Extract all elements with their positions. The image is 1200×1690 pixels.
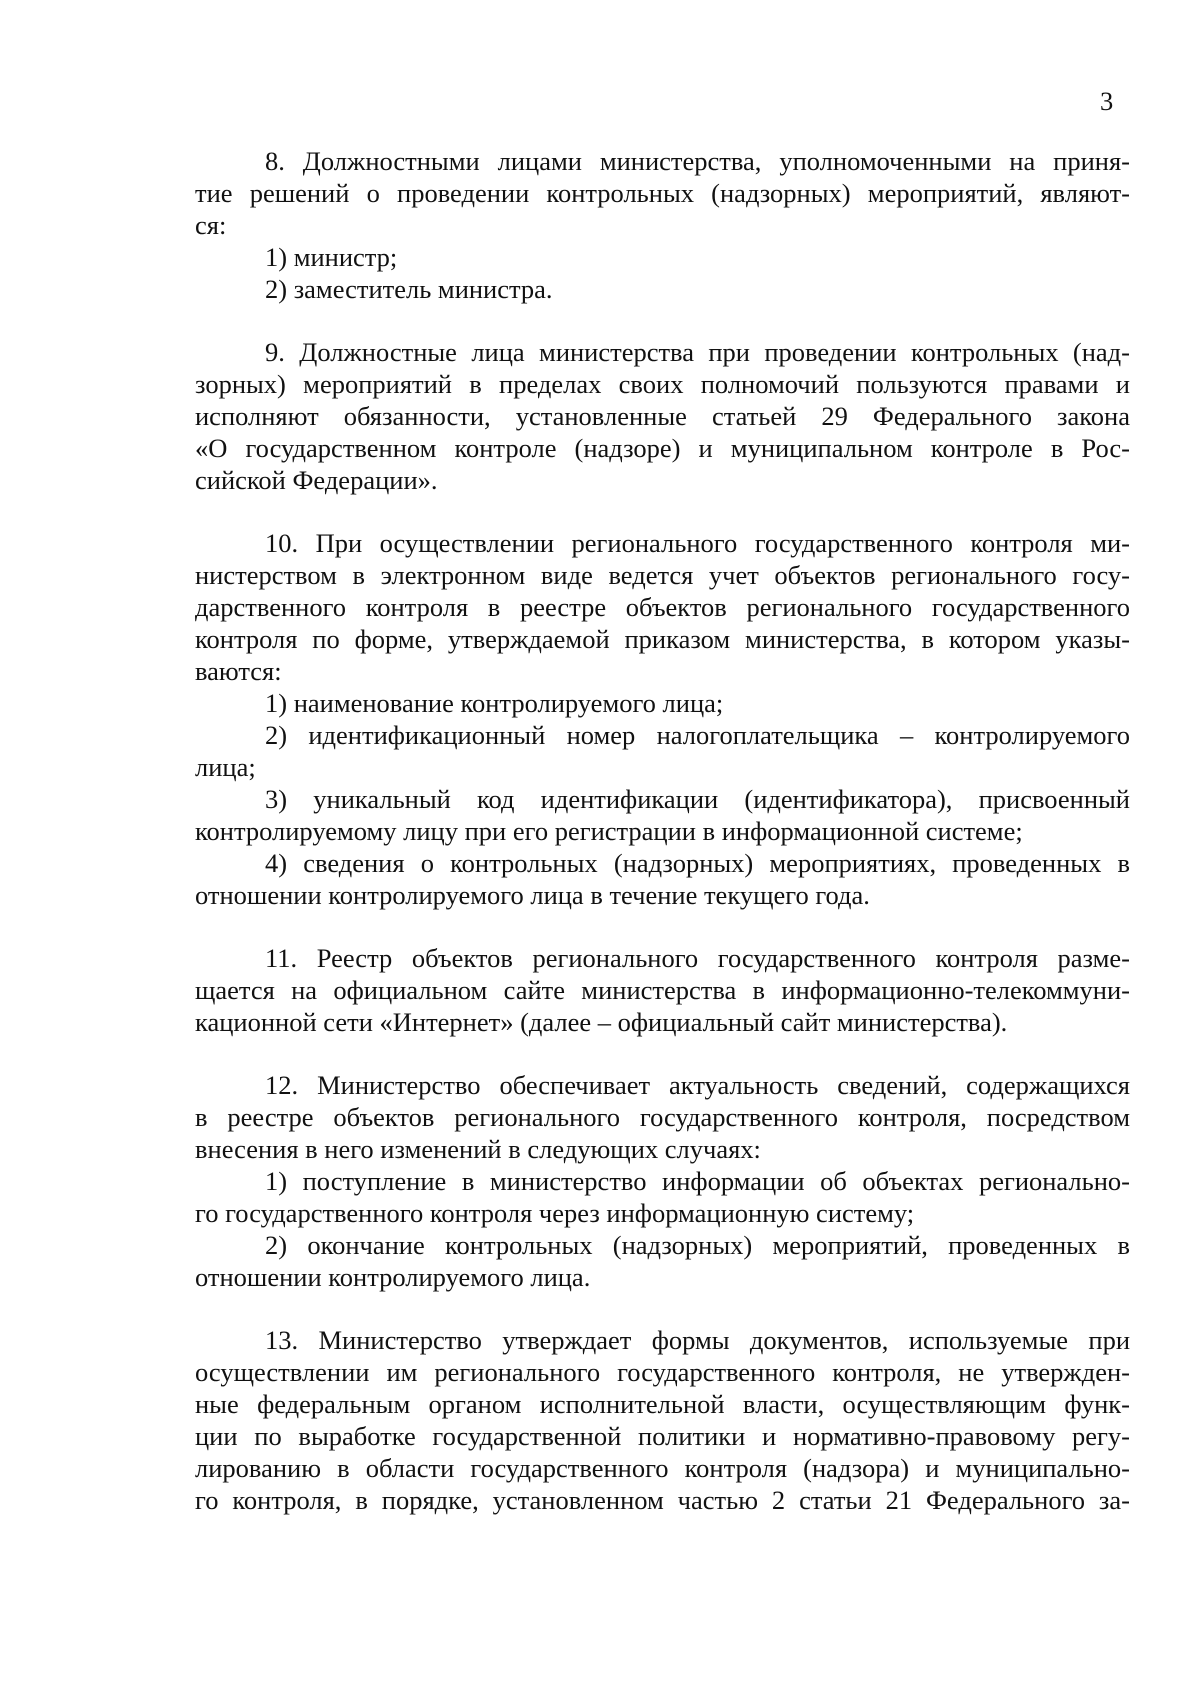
paragraph-line: дарственного контроля в реестре объектов регионального государственного — [195, 592, 1130, 622]
paragraph-line: 8. Должностными лицами министерства, уполномоченными на приня- — [265, 146, 1130, 176]
paragraph-line: ся: — [195, 210, 227, 240]
paragraph-line: лированию в области государственного контроля (надзора) и муниципально- — [195, 1453, 1130, 1483]
paragraph-line: ции по выработке государственной политики и нормативно-правовому регу- — [195, 1421, 1130, 1451]
list-item: го государственного контроля через информационную систему; — [195, 1198, 915, 1228]
list-item: 1) наименование контролируемого лица; — [265, 688, 724, 718]
paragraph-line: исполняют обязанности, установленные статьей 29 Федерального закона — [195, 401, 1130, 431]
paragraph-line: контроля по форме, утверждаемой приказом министерства, в котором указы- — [195, 624, 1130, 654]
paragraph-line: нистерством в электронном виде ведется учет объектов регионального госу- — [195, 560, 1130, 590]
paragraph-line: осуществлении им регионального государственного контроля, не утвержден- — [195, 1357, 1130, 1387]
list-item: 2) идентификационный номер налогоплательщика – контролируемого — [265, 720, 1130, 750]
paragraph-line: 13. Министерство утверждает формы документов, используемые при — [265, 1325, 1130, 1355]
page-number: 3 — [1100, 86, 1114, 116]
paragraph-line: внесения в него изменений в следующих случаях: — [195, 1134, 761, 1164]
paragraph-line: 11. Реестр объектов регионального государственного контроля разме- — [265, 943, 1130, 973]
list-item: отношении контролируемого лица. — [195, 1262, 591, 1292]
paragraph-line: 12. Министерство обеспечивает актуальность сведений, содержащихся — [265, 1070, 1130, 1100]
paragraph-line: зорных) мероприятий в пределах своих полномочий пользуются правами и — [195, 369, 1130, 399]
list-item: 3) уникальный код идентификации (идентификатора), присвоенный — [265, 784, 1130, 814]
list-item: 1) министр; — [265, 242, 398, 272]
paragraph-line: щается на официальном сайте министерства в информационно-телекоммуни- — [195, 975, 1130, 1005]
list-item: 2) заместитель министра. — [265, 274, 553, 304]
paragraph-line: 10. При осуществлении регионального государственного контроля ми- — [265, 528, 1130, 558]
list-item: 1) поступление в министерство информации об объектах регионально- — [265, 1166, 1130, 1196]
paragraph-line: сийской Федерации». — [195, 465, 438, 495]
list-item: 4) сведения о контрольных (надзорных) мероприятиях, проведенных в — [265, 848, 1130, 878]
paragraph-line: го контроля, в порядке, установленном частью 2 статьи 21 Федерального за- — [195, 1485, 1130, 1515]
paragraph-line: тие решений о проведении контрольных (надзорных) мероприятий, являют- — [195, 178, 1130, 208]
list-item: лица; — [195, 752, 256, 782]
paragraph-line: 9. Должностные лица министерства при проведении контрольных (над- — [265, 337, 1130, 367]
paragraph-line: ные федеральным органом исполнительной власти, осуществляющим функ- — [195, 1389, 1130, 1419]
list-item: отношении контролируемого лица в течение текущего года. — [195, 880, 870, 910]
list-item: 2) окончание контрольных (надзорных) мероприятий, проведенных в — [265, 1230, 1130, 1260]
list-item: контролируемому лицу при его регистрации в информационной системе; — [195, 816, 1023, 846]
paragraph-line: в реестре объектов регионального государственного контроля, посредством — [195, 1102, 1130, 1132]
paragraph-line: кационной сети «Интернет» (далее – официальный сайт министерства). — [195, 1007, 1008, 1037]
paragraph-line: ваются: — [195, 656, 282, 686]
paragraph-line: «О государственном контроле (надзоре) и муниципальном контроле в Рос- — [195, 433, 1130, 463]
